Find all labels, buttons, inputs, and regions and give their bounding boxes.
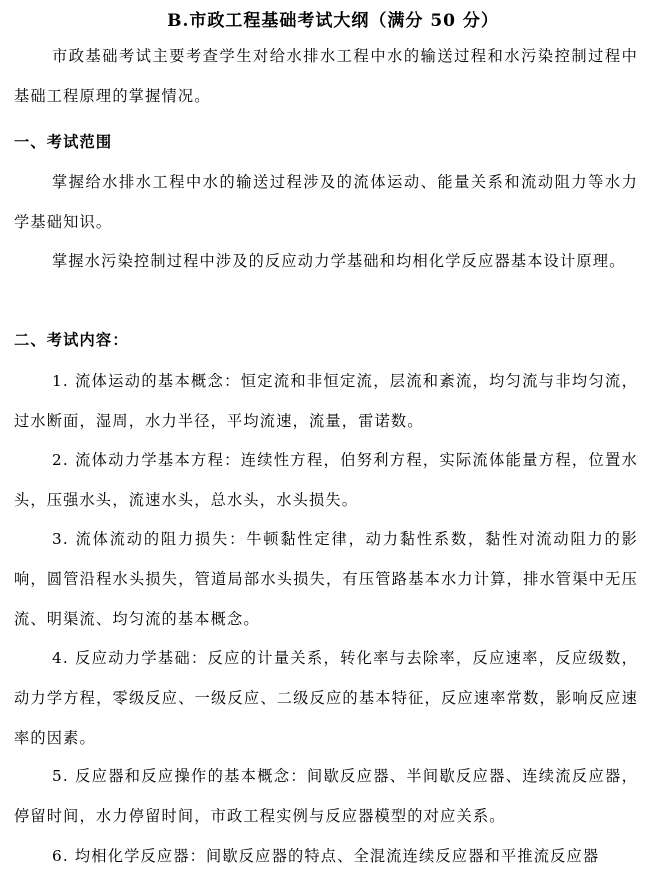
content-item-5: 5. 反应器和反应操作的基本概念：间歇反应器、半间歇反应器、连续流反应器，停留时间，水力停留时间，市政工程实例与反应器模型的对应关系。 xyxy=(14,767,638,825)
content-item-1: 1. 流体运动的基本概念：恒定流和非恒定流，层流和紊流，均匀流与非均匀流，过水断面，湿周，水力半径，平均流速，流量，雷诺数。 xyxy=(14,372,638,430)
content-item-2: 2. 流体动力学基本方程：连续性方程，伯努利方程，实际流体能量方程，位置水头，压强水头，流速水头，总水头，水头损失。 xyxy=(14,451,638,509)
section-heading-scope: 一、考试范围 xyxy=(14,133,113,151)
intro-paragraph: 市政基础考试主要考查学生对给水排水工程中水的输送过程和水污染控制过程中基础工程原理的掌握情况。 xyxy=(14,47,638,105)
scope-paragraph-2: 掌握水污染控制过程中涉及的反应动力学基础和均相化学反应器基本设计原理。 xyxy=(52,252,626,270)
content-item-6: 6. 均相化学反应器：间歇反应器的特点、全混流连续反应器和平推流反应器 xyxy=(52,847,600,865)
section-heading-content: 二、考试内容： xyxy=(14,331,129,349)
document-title: B.市政工程基础考试大纲（满分 50 分） xyxy=(167,11,499,31)
content-item-4: 4. 反应动力学基础：反应的计量关系，转化率与去除率，反应速率，反应级数，动力学方程，零级反应、一级反应、二级反应的基本特征，反应速率常数，影响反应速率的因素。 xyxy=(14,649,638,747)
content-item-3: 3. 流体流动的阻力损失：牛顿黏性定律，动力黏性系数，黏性对流动阻力的影响，圆管沿程水头损失，管道局部水头损失，有压管路基本水力计算，排水管渠中无压流、明渠流、均匀流的基本概念。 xyxy=(14,530,638,628)
scope-paragraph-1: 掌握给水排水工程中水的输送过程涉及的流体运动、能量关系和流动阻力等水力学基础知识。 xyxy=(14,173,638,231)
